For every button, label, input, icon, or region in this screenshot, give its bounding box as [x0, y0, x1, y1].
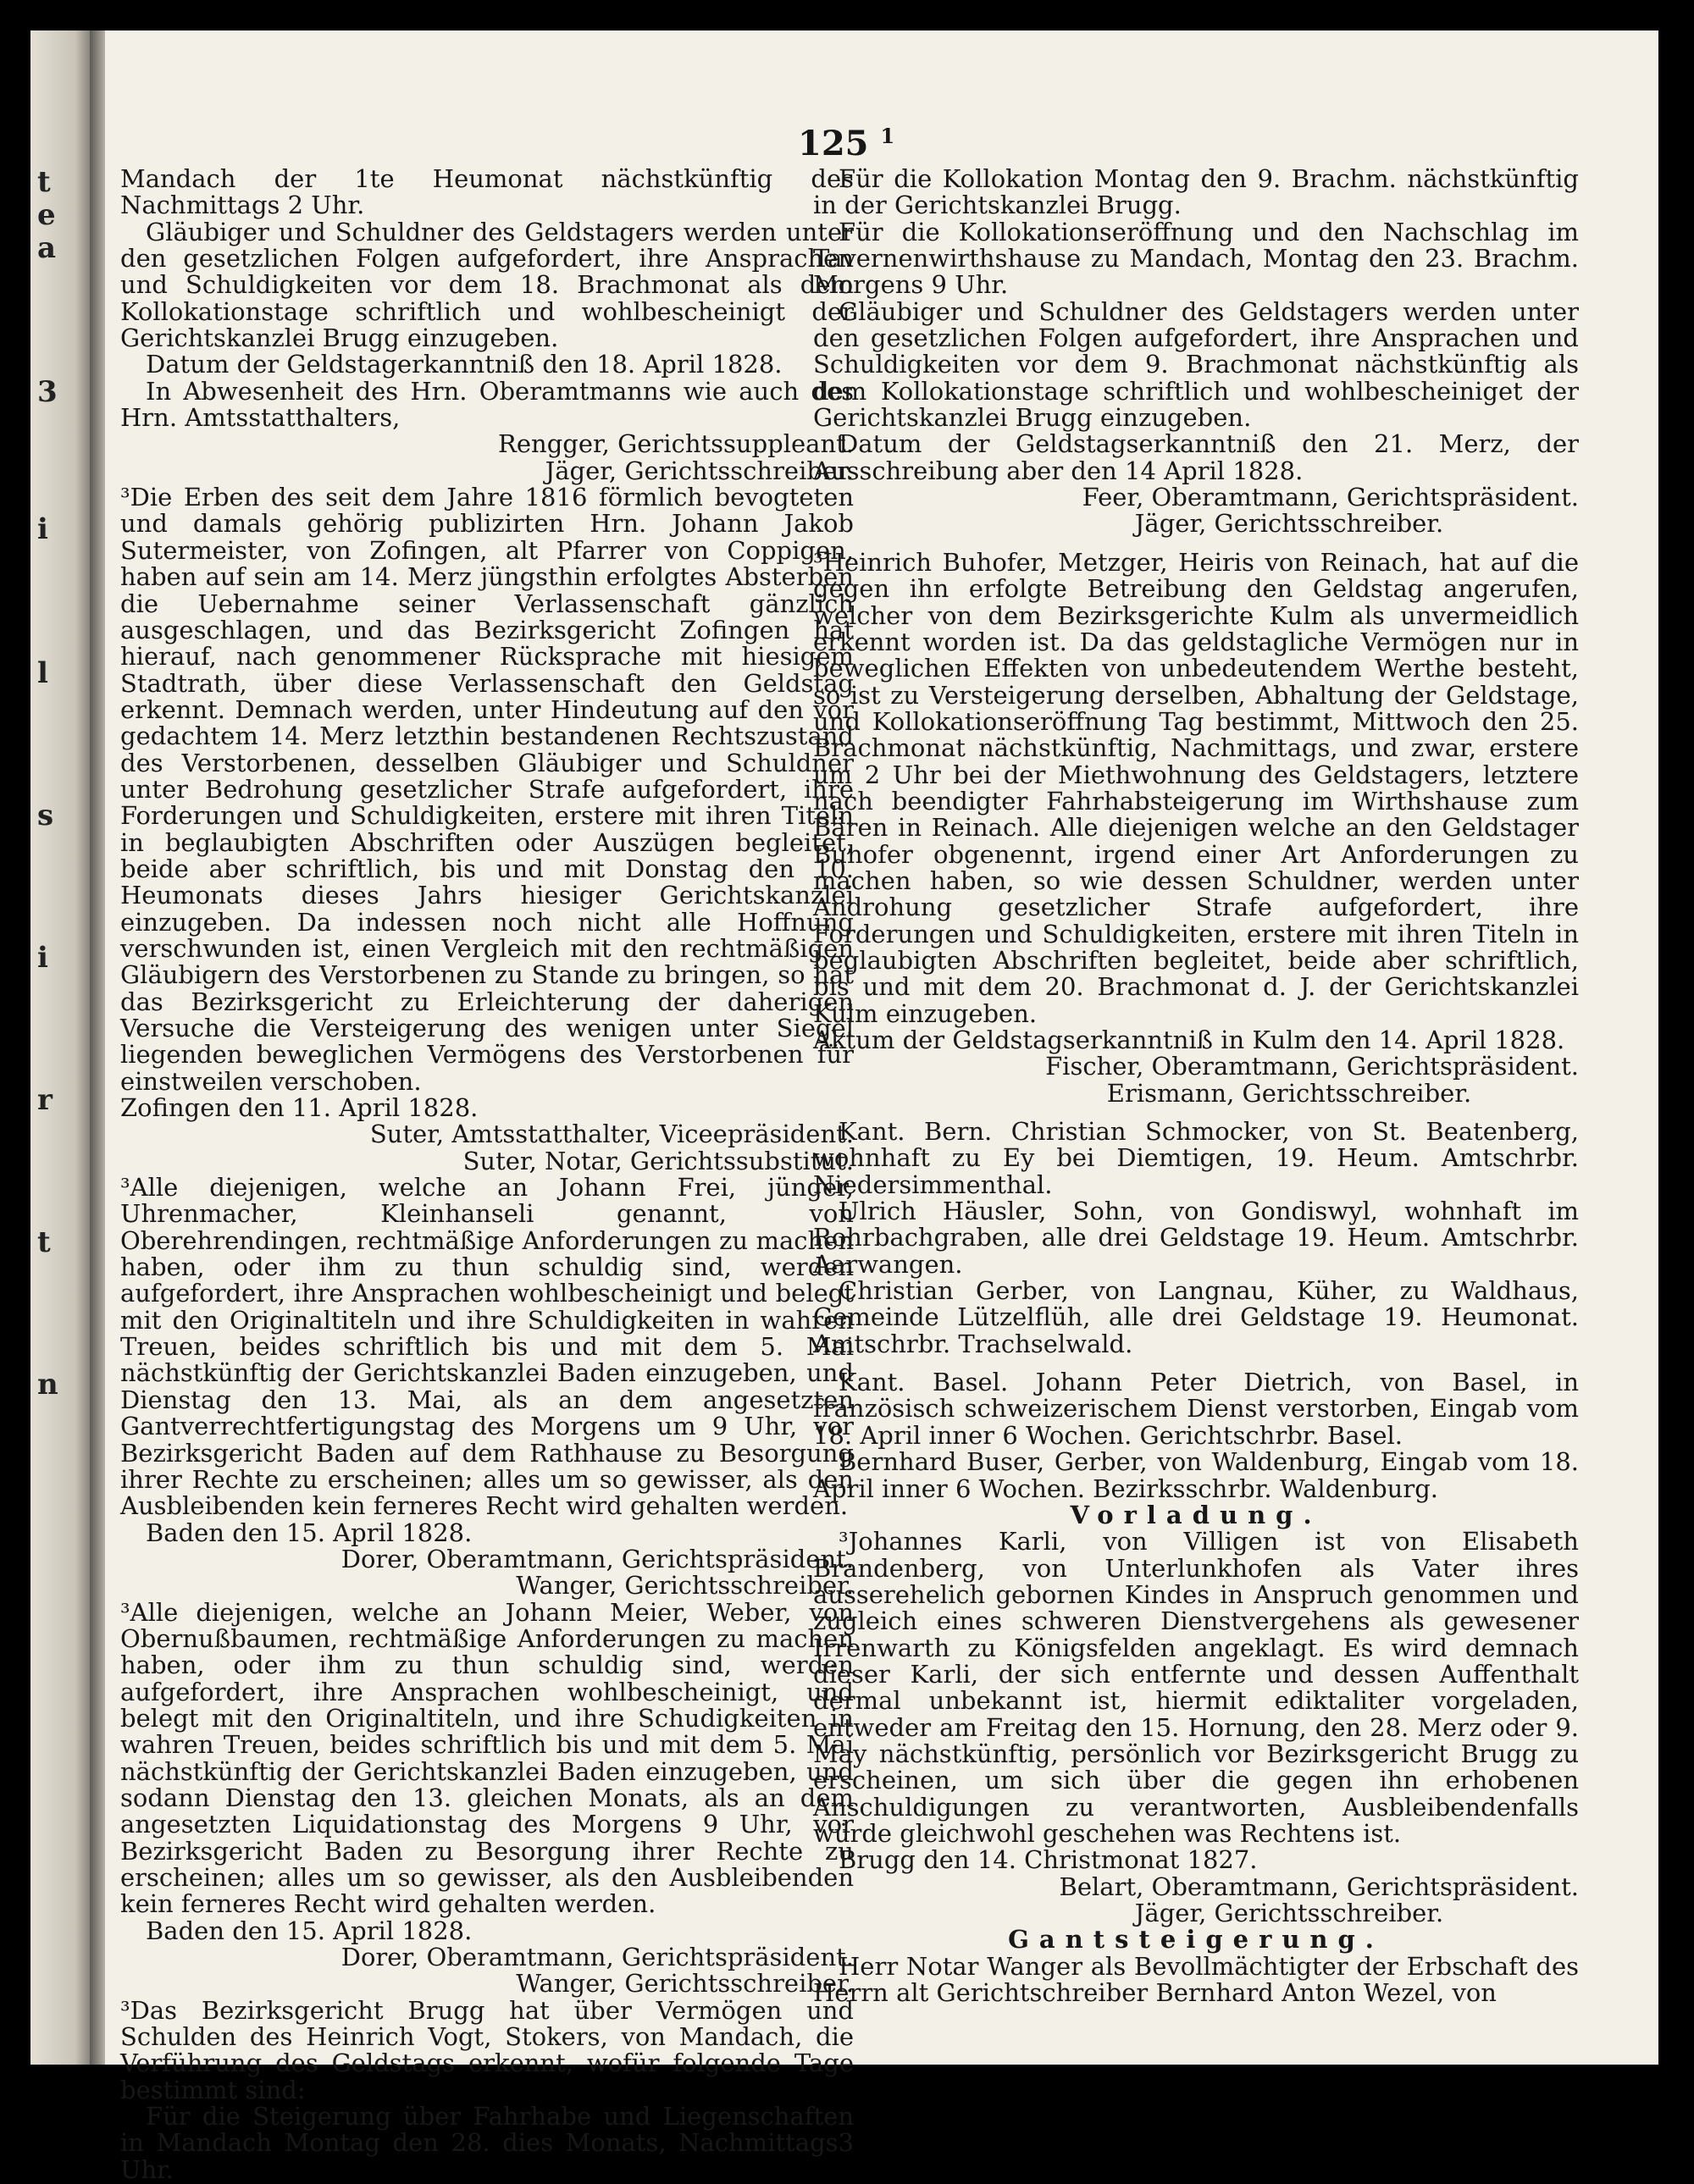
listing-entry: Kant. Basel. Johann Peter Dietrich, von Basel, in französisch schweizerischem Dienst verstorben, Eingab vom 18. April inner 6 Wochen. Gerichtschrbr. Basel.	[813, 1368, 1579, 1450]
date-line: Zofingen den 11. April 1828.	[120, 1093, 479, 1123]
prev-page-fragment: e	[37, 198, 56, 232]
paragraph: Herr Notar Wanger als Bevollmächtigter der Erbschaft des Herrn alt Gerichtschreiber Bernhard Anton Wezel, von	[813, 1951, 1579, 2008]
date-line: Datum der Geldstagserkanntniß den 21. Merz, der Ausschreibung aber den 14 April 1828.	[813, 429, 1579, 485]
prev-page-fragment: l	[37, 656, 48, 690]
prev-page-fragment: n	[37, 1368, 58, 1402]
signature-line: Jäger, Gerichtsschreiber.	[1134, 1899, 1444, 1927]
signature-line: Fischer, Oberamtmann, Gerichtspräsident.	[1045, 1052, 1579, 1081]
notice-paragraph: ³Die Erben des seit dem Jahre 1816 förmlich bevogteten und damals gehörig publizirten Hrn. Johann Jakob Sutermeister, von Zofingen, alt Pfarrer von Coppigen, haben auf sein am 14. Merz jüngsthin erfolgtes Absterben die Uebernahme seiner Verlassenschaft gänzlich ausgeschlagen, und das Bezirksgericht Zofingen hat hierauf, nach genommener Rücksprache mit hiesigem Stadtrath, über diese Verlassenschaft den Geldstag erkennt. Demnach werden, unter Hindeutung auf den vor gedachtem 14. Merz letzthin bestandenen Rechtszustand des Verstorbenen, desselben Gläubiger und Schuldner unter Bedrohung gesetzlicher Strafe aufgefordert, ihre Forderungen und Schuldigkeiten, erstere mit ihren Titeln in beglaubigten Abschriften oder Auszügen begleitet, beide aber schriftlich, bis und mit Donstag den 10. Heumonats dieses Jahrs hiesiger Gerichtskanzlei einzugeben. Da indessen noch nicht alle Hoffnung verschwunden ist, einen Vergleich mit den rechtmäßigen Gläubigern des Verstorbenen zu Stande zu bringen, so hat das Bezirksgericht zu Erleichterung der daherigen Versuche die Versteigerung des wenigen unter Siegel liegenden beweglichen Vermögens des Verstorbenen für einstweilen verschoben.	[120, 483, 854, 1096]
listing-entry: Christian Gerber, von Langnau, Küher, zu Waldhaus, Gemeinde Lützelflüh, alle drei Geldstage 19. Heumonat. Amtschrbr. Trachselwald.	[813, 1276, 1579, 1358]
prev-page-fragment: i	[37, 512, 48, 546]
prev-page-fragment: i	[37, 941, 48, 975]
prev-page-fragment: t	[37, 165, 51, 199]
signature-line: Wanger, Gerichtsschreiber.	[516, 1969, 854, 1999]
signature-line: Feer, Oberamtmann, Gerichtspräsident.	[1082, 483, 1579, 512]
signature-line: Dorer, Oberamtmann, Gerichtspräsident.	[340, 1544, 854, 1573]
signature-line: Erismann, Gerichtsschreiber.	[1106, 1078, 1472, 1108]
paragraph: Für die Steigerung über Fahrhabe und Liegenschaften in Mandach Montag den 28. dies Monats, Nachmittags3 Uhr.	[120, 2102, 854, 2184]
signature-line: Dorer, Oberamtmann, Gerichtspräsident.	[340, 1943, 854, 1972]
signature-line: Suter, Amtsstatthalter, Viceepräsident.	[369, 1120, 854, 1149]
previous-page-edge	[30, 30, 90, 2065]
right-column	[813, 166, 1579, 2006]
listing-entry: Bernhard Buser, Gerber, von Waldenburg, Eingab vom 18. April inner 6 Wochen. Bezirksschrbr. Waldenburg.	[813, 1447, 1579, 1503]
prev-page-fragment: r	[37, 1083, 53, 1117]
signature-line: Wanger, Gerichtsschreiber.	[516, 1571, 854, 1601]
notice-paragraph: ³Alle diejenigen, welche an Johann Meier, Weber, von Obernußbaumen, rechtmäßige Anforderungen zu machen haben, oder ihm zu thun schuldig sind, werden aufgefordert, ihre Ansprachen wohlbescheinigt, und belegt mit den Originaltiteln, und ihre Schudigkeiten in wahren Treuen, beides schriftlich bis und mit dem 5. Mai nächstkünftig der Gerichtskanzlei Baden einzugeben, und sodann Dienstag den 13. gleichen Monats, als an dem angesetzten Liquidationstag des Morgens 9 Uhr, vor Bezirksgericht Baden zu Besorgung ihrer Rechte zu erscheinen; alles um so gewisser, als den Ausbleibenden kein ferneres Recht wird gehalten werden.	[120, 1597, 854, 1919]
notice-paragraph: ³Johannes Karli, von Villigen ist von Elisabeth Brandenberg, von Unterlunkhofen als Vater ihres ausserehelich gebornen Kindes in Anspruch genommen und zugleich eines schweren Dienstvergehens als gewesener Irrenwarth zu Königsfelden angeklagt. Es wird demnach dieser Karli, der sich entfernte und dessen Auffenthalt dermal unbekannt ist, hiermit ediktaliter vorgeladen, entweder am Freitag den 15. Hornung, den 28. Merz oder 9. May nächstkünftig, persönlich vor Bezirksgericht Brugg zu erscheinen, um sich über die gegen ihn erhobenen Anschuldigungen zu verantworten, Ausbleibendenfalls würde gleichwohl geschehen was Rechtens ist.	[813, 1527, 1579, 1848]
prev-page-fragment: s	[37, 799, 54, 832]
page-number	[798, 124, 894, 163]
paragraph: Datum der Geldstagerkanntniß den 18. April 1828.	[146, 350, 783, 379]
page-number-mark: 1	[880, 124, 895, 148]
date-line: Aktum der Geldstagserkanntniß in Kulm den 14. April 1828.	[813, 1026, 1565, 1054]
signature-line: Suter, Notar, Gerichtssubstitut.	[462, 1146, 854, 1175]
date-line: Brugg den 14. Christmonat 1827.	[839, 1845, 1258, 1875]
listing-entry: Kant. Bern. Christian Schmocker, von St. Beatenberg, wohnhaft zu Ey bei Diemtigen, 19. Heum. Amtschrbr. Niedersimmenthal.	[813, 1117, 1579, 1199]
left-column	[120, 166, 854, 2183]
prev-page-fragment: 3	[37, 375, 58, 409]
paragraph: Mandach der 1te Heumonat nächstkünftig des Nachmittags 2 Uhr.	[120, 164, 854, 220]
paragraph: Für die Kollokation Montag den 9. Brachm. nächstkünftig in der Gerichtskanzlei Brugg.	[813, 164, 1579, 220]
prev-page-fragment: t	[37, 1225, 51, 1259]
prev-page-fragment: a	[37, 231, 57, 265]
notice-paragraph: ³Alle diejenigen, welche an Johann Frei, jünger, Uhrenmacher, Kleinhanseli genannt, von Oberehrendingen, rechtmäßige Anforderungen zu machen haben, oder ihm zu thun schuldig sind, werden aufgefordert, ihre Ansprachen wohlbescheinigt und belegt mit den Originaltiteln und ihre Schuldigkeiten in wahren Treuen, beides schriftlich bis und mit dem 5. Mai nächstkünftig der Gerichtskanzlei Baden einzugeben, und Dienstag den 13. Mai, als an dem angesetzten Gantverrechtfertigungstag des Morgens um 9 Uhr, vor Bezirksgericht Baden auf dem Rathhause zu Besorgung ihrer Rechte zu erscheinen; alles um so gewisser, als den Ausbleibenden kein ferneres Recht wird gehalten werden.	[120, 1173, 854, 1521]
signature-line: Jäger, Gerichtsschreiber.	[1134, 509, 1444, 539]
listing-entry: Ulrich Häusler, Sohn, von Gondiswyl, wohnhaft im Rohrbachgraben, alle drei Geldstage 19. Heum. Amtschrbr. Aarwangen.	[813, 1197, 1579, 1279]
section-heading: Vorladung.	[1070, 1500, 1322, 1529]
notice-paragraph: ³Das Bezirksgericht Brugg hat über Vermögen und Schulden des Heinrich Vogt, Stokers, von Mandach, die Verführung des Geldstags erkennt, wofür folgende Tage bestimmt sind:	[120, 1995, 854, 2104]
paragraph: Gläubiger und Schuldner des Geldstagers werden unter den gesetzlichen Folgen aufgefordert, ihre Ansprachen und Schuldigkeiten vor dem 9. Brachmonat nächstkünftig als dem Kollokationstage schriftlich und wohlbescheiniget der Gerichtskanzlei Brugg einzugeben.	[813, 296, 1579, 433]
paragraph: Für die Kollokationseröffnung und den Nachschlag im Tavernenwirthshause zu Mandach, Montag den 23. Brachm. Morgens 9 Uhr.	[813, 217, 1579, 300]
date-line: Baden den 15. April 1828.	[146, 1518, 473, 1547]
signature-line: Belart, Oberamtmann, Gerichtspräsident.	[1059, 1872, 1579, 1901]
notice-paragraph: ³Heinrich Buhofer, Metzger, Heiris von Reinach, hat auf die gegen ihn erfolgte Betreibung den Geldstag angerufen, welcher von dem Bezirksgerichte Kulm als unvermeidlich erkennt worden ist. Da das geldstagliche Vermögen nur in beweglichen Effekten von unbedeutendem Werthe besteht, so ist zu Versteigerung derselben, Abhaltung der Geldstage, und Kollokationseröffnung Tag bestimmt, Mittwoch den 25. Brachmonat nächstkünftig, Nachmittags, und zwar, erstere um 2 Uhr bei der Miethwohnung des Geldstagers, letztere nach beendigter Fahrhabsteigerung im Wirthshause zum Bären in Reinach. Alle diejenigen welche an den Geldstager Buhofer obgenennt, irgend einer Art Anforderungen zu machen haben, so wie dessen Schuldner, werden unter Androhung gesetzlicher Strafe aufgefordert, ihre Forderungen und Schuldigkeiten, erstere mit ihren Titeln in beglaubigten Abschriften begleitet, beide aber schriftlich, bis und mit dem 20. Brachmonat d. J. der Gerichtskanzlei Kulm einzugeben.	[813, 547, 1579, 1028]
signature-line: Jäger, Gerichtsschreiber.	[545, 456, 854, 485]
section-heading: Gantsteigerung.	[1008, 1925, 1384, 1955]
paragraph: In Abwesenheit des Hrn. Oberamtmanns wie auch des Hrn. Amtsstatthalters,	[120, 376, 854, 433]
scan-frame	[30, 30, 1658, 2184]
date-line: Baden den 15. April 1828.	[146, 1916, 473, 1945]
page-number-value: 125	[798, 124, 869, 163]
signature-line: Rengger, Gerichtssuppleant.	[498, 429, 854, 459]
book-gutter	[90, 30, 105, 2065]
paragraph: Gläubiger und Schuldner des Geldstagers werden unter den gesetzlichen Folgen aufgefordert, ihre Ansprachen und Schuldigkeiten vor dem 18. Brachmonat als dem Kollokationstage schriftlich und wohlbescheinigt der Gerichtskanzlei Brugg einzugeben.	[120, 217, 854, 353]
